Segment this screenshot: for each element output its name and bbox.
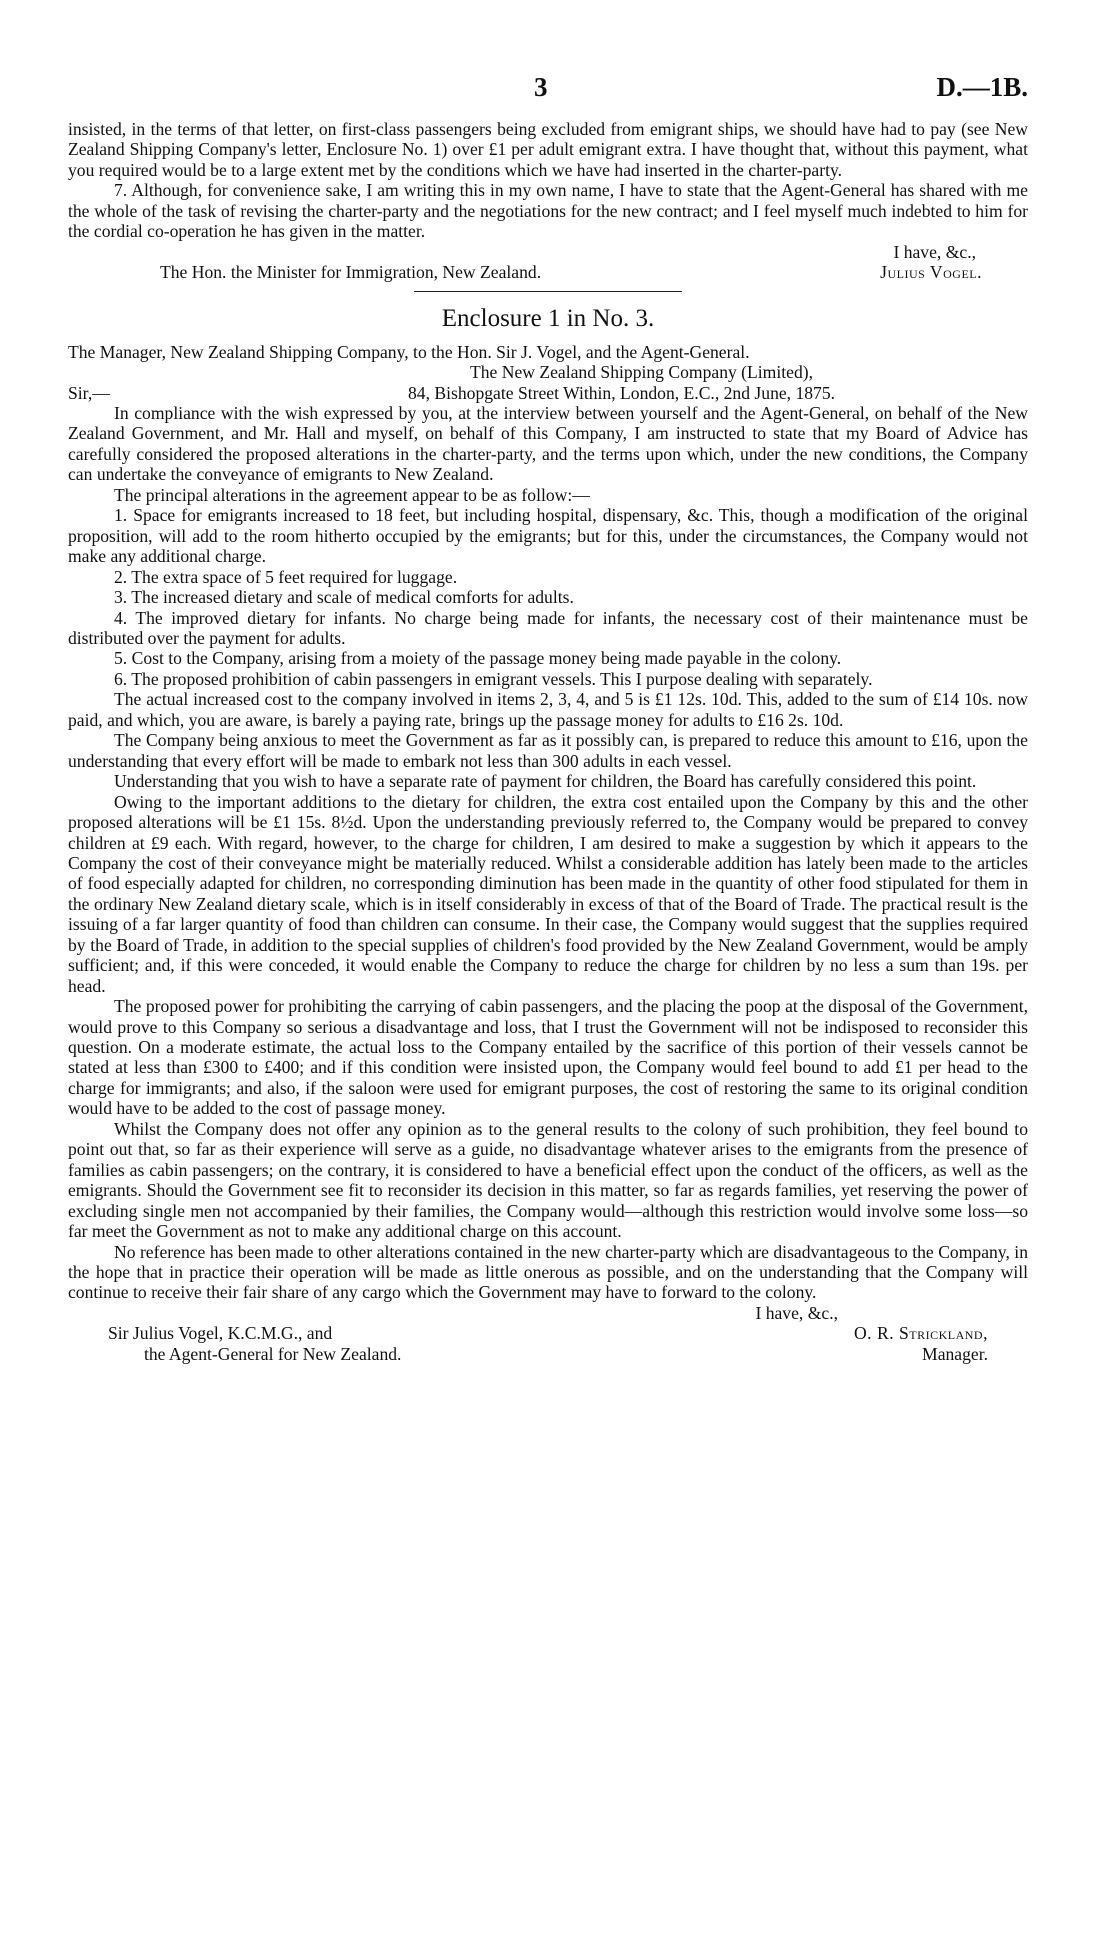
recipient-line-2: the Agent-General for New Zealand.	[144, 1343, 402, 1364]
alteration-item-5: 5. Cost to the Company, arising from a moiety of the passage money being made payable in the colony.	[114, 648, 842, 669]
salutation-row	[68, 383, 1028, 403]
enclosure-closing: I have, &c.,	[755, 1302, 838, 1323]
alteration-item-3: 3. The increased dietary and scale of medical comforts for adults.	[114, 587, 574, 608]
salutation: Sir,—	[68, 382, 110, 403]
alteration-item-6: 6. The proposed prohibition of cabin passengers in emigrant vessels. This I purpose dealing with separately.	[114, 668, 873, 689]
enclosure-signatory	[854, 1323, 1028, 1364]
enclosure-paragraph-8: Whilst the Company does not offer any opinion as to the general results to the colony of such prohibition, they feel bound to point out that, so far as their experience will serve as a guide, no disadvantage whatever arises to the emigrants from the presence of families as cabin passengers; on the contrary, it is considered to have a beneficial effect upon the conduct of the officers, as well as the emigrants. Should the Government see fit to reconsider its decision in this matter, so far as regards families, yet reserving the power of excluding single men not accompanied by their families, the Company would—although this restriction would involve some loss—so far meet the Government as not to make any additional charge on this account.	[68, 1118, 1028, 1242]
alteration-item-4: 4. The improved dietary for infants. No charge being made for infants, the necessary cost of their maintenance must be distributed over the payment for adults.	[68, 607, 1028, 648]
signatory-title: Manager.	[922, 1343, 988, 1364]
document-reference: D.—1B.	[936, 72, 1028, 102]
enclosure-signature-block	[68, 1323, 1028, 1364]
letter-address-row	[68, 262, 1028, 282]
letter-continuation-paragraph: insisted, in the terms of that letter, on first-class passengers being excluded from emigrant ships, we should have had to pay (see New Zealand Shipping Company's letter, Enclosure No. 1) over £1 per adult emigrant extra. I have thought that, without this payment, what you required would be to a large extent met by the conditions which we have had inserted in the charter-party.	[68, 119, 1028, 180]
enclosure-recipient	[68, 1323, 401, 1364]
enclosure-paragraph-4: The Company being anxious to meet the Government as far as it possibly can, is prepared to reduce this amount to £16, upon the understanding that every effort will be made to embark not less than 300 adults in each vessel.	[68, 730, 1028, 771]
enclosure-paragraph-6: Owing to the important additions to the dietary for children, the extra cost entailed upon the Company by this and the other proposed alterations will be £1 15s. 8½d. Upon the understanding previously referred to, the Company would be prepared to convey children at £9 each. With regard, however, to the charge for children, I am desired to make a suggestion by which it appears to the Company the cost of their conveyance might be materially reduced. Whilst a considerable addition has lately been made to the articles of food especially adapted for children, no corresponding diminution has been made in the quantity of other food stipulated for them in the ordinary New Zealand dietary scale, which is in itself considerably in excess of that of the Board of Trade. The practical result is the issuing of a far larger quantity of food than children can consume. In their case, the Company would suggest that the supplies required by the Board of Trade, in addition to the special supplies of children's food provided by the New Zealand Government, would be amply sufficient; and, if this were conceded, it would enable the Company to reduce the charge for children by no less a sum than 19s. per head.	[68, 791, 1028, 996]
enclosure-paragraph-1: In compliance with the wish expressed by you, at the interview between yourself and the Agent-General, on behalf of the New Zealand Government, and Mr. Hall and myself, on behalf of this Company, I am instructed to state that my Board of Advice has carefully considered the proposed alterations in the charter-party, and the terms upon which, under the new conditions, the Company can undertake the conveyance of emigrants to New Zealand.	[68, 402, 1028, 485]
signatory-name: O. R. Strickland,	[853, 1323, 988, 1344]
page-number: 3	[534, 72, 548, 102]
letter-closing: I have, &c.,	[893, 241, 976, 262]
enclosure-from-line: The Manager, New Zealand Shipping Company, to the Hon. Sir J. Vogel, and the Agent-General.	[68, 341, 750, 362]
recipient-line-1: Sir Julius Vogel, K.C.M.G., and	[108, 1323, 333, 1344]
enclosure-paragraph-7: The proposed power for prohibiting the carrying of cabin passengers, and the placing the poop at the disposal of the Government, would prove to this Company so serious a disadvantage and loss, that I trust the Government will not be indisposed to reconsider this question. On a moderate estimate, the actual loss to the Company entailed by the sacrifice of this portion of their vessels cannot be stated at less than £300 to £400; and if this condition were insisted upon, the Company would feel bound to add £1 per head to the charge for immigrants; and also, if the saloon were used for emigrant purposes, the cost of restoring the same to its original condition would have to be added to the cost of passage money.	[68, 996, 1028, 1119]
letter-addressee: The Hon. the Minister for Immigration, New Zealand.	[160, 262, 542, 283]
enclosure-title: Enclosure 1 in No. 3.	[441, 304, 655, 332]
letter-signature: Julius Vogel.	[880, 262, 982, 283]
enclosure-paragraph-2: The principal alterations in the agreement appear to be as follow:—	[114, 484, 590, 505]
company-name: The New Zealand Shipping Company (Limited),	[470, 362, 814, 383]
enclosure-paragraph-5: Understanding that you wish to have a separate rate of payment for children, the Board has carefully considered this point.	[114, 771, 977, 792]
address-date: 84, Bishopgate Street Within, London, E.C., 2nd June, 1875.	[408, 382, 836, 403]
letter-paragraph-7: 7. Although, for convenience sake, I am writing this in my own name, I have to state that the Agent-General has shared with me the whole of the task of revising the charter-party and the negotiations for the new contract; and I feel myself much indebted to him for the cordial co-operation he has given in the matter.	[68, 180, 1028, 242]
enclosure-paragraph-9: No reference has been made to other alterations contained in the new charter-party which are disadvantageous to the Company, in the hope that in practice their operation will be made as little onerous as possible, and on the understanding that the Company will continue to receive their fair share of any cargo which the Government may have to forward to the colony.	[68, 1241, 1028, 1303]
enclosure-paragraph-3: The actual increased cost to the company involved in items 2, 3, 4, and 5 is £1 12s. 10d. This, added to the sum of £14 10s. now paid, and which, you are aware, is barely a paying rate, brings up the passage money for adults to £16 2s. 10d.	[68, 689, 1028, 730]
section-divider	[414, 291, 682, 292]
page-body	[68, 119, 1028, 1364]
alteration-item-1: 1. Space for emigrants increased to 18 feet, but including hospital, dispensary, &c. This, though a modification of the original proposition, will add to the room hitherto occupied by the emigrants; but for this, under the circumstances, the Company would not make any additional charge.	[68, 505, 1028, 567]
alteration-item-2: 2. The extra space of 5 feet required for luggage.	[114, 566, 458, 587]
